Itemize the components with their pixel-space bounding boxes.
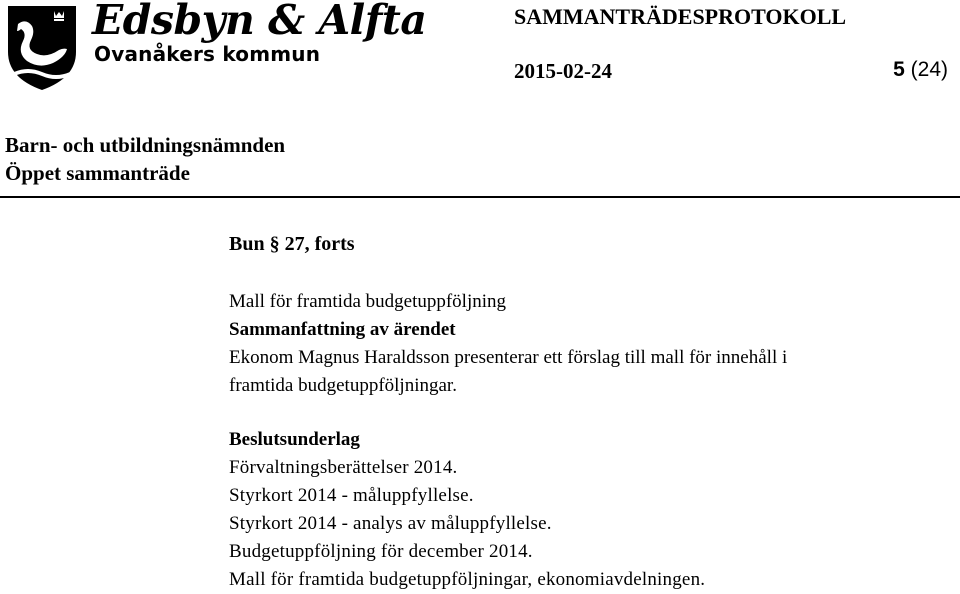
logo-wordmark: Edsbyn & Alfta	[92, 0, 427, 44]
page-indicator	[893, 58, 948, 82]
spacer	[229, 400, 949, 426]
document-date: 2015-02-24	[514, 59, 612, 83]
basis-item: Mall för framtida budgetuppföljningar, ekonomiavdelningen.	[229, 569, 706, 590]
section-content	[229, 232, 949, 594]
board-name: Barn- och utbildningsnämnden	[5, 133, 286, 157]
meeting-type: Öppet sammanträde	[5, 161, 190, 185]
section-title: Bun § 27, forts	[229, 233, 355, 255]
basis-item: Budgetuppföljning för december 2014.	[229, 541, 533, 562]
section-subject: Mall för framtida budgetuppföljning	[229, 291, 507, 312]
header-divider	[0, 196, 960, 198]
basis-list	[229, 454, 949, 594]
basis-heading: Beslutsunderlag	[229, 429, 360, 450]
page-number: 5	[893, 58, 905, 81]
logo-municipality: Ovanåkers kommun	[94, 42, 321, 66]
summary-line: framtida budgetuppföljningar.	[229, 375, 457, 396]
basis-item: Förvaltningsberättelser 2014.	[229, 457, 458, 478]
basis-item: Styrkort 2014 - måluppfyllelse.	[229, 485, 474, 506]
document-type: SAMMANTRÄDESPROTOKOLL	[514, 4, 847, 29]
summary-heading: Sammanfattning av ärendet	[229, 319, 456, 340]
summary-line: Ekonom Magnus Haraldsson presenterar ett förslag till mall för innehåll i	[229, 347, 788, 368]
page-total: (24)	[910, 58, 948, 81]
municipal-crest-logo	[4, 2, 80, 92]
basis-item: Styrkort 2014 - analys av måluppfyllelse.	[229, 513, 552, 534]
